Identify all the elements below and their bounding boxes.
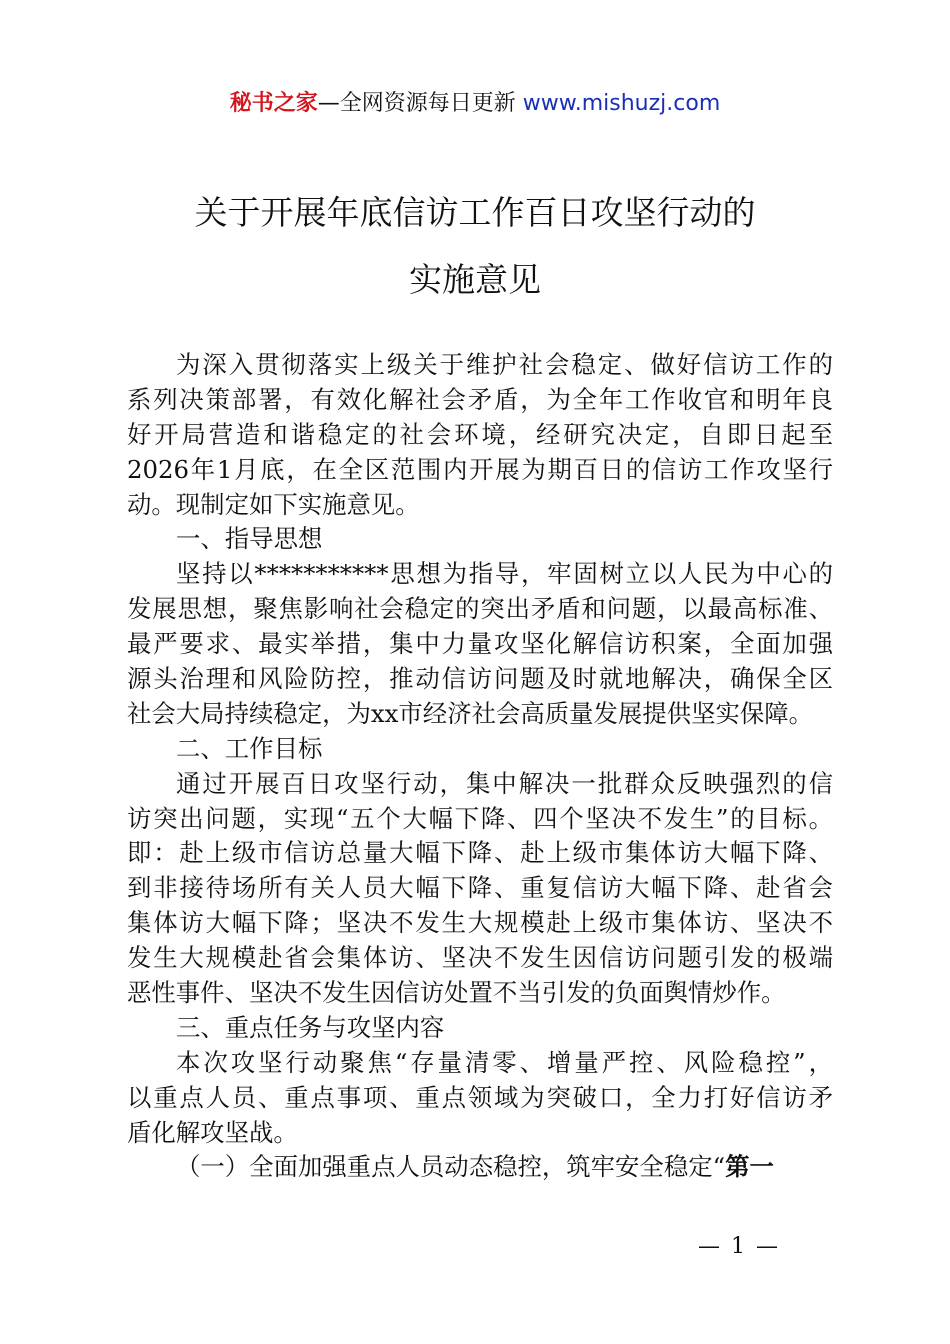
section-heading: 一、指导思想 — [176, 524, 323, 554]
site-header — [0, 88, 950, 120]
body-line: 通过开展百日攻坚行动，集中解决一批群众反映强烈的信 — [176, 768, 833, 798]
document-title-line-1: 关于开展年底信访工作百日攻坚行动的 — [194, 193, 756, 232]
body-line: 访突出问题，实现“五个大幅下降、四个坚决不发生”的目标。 — [127, 803, 833, 833]
body-line: 动。现制定如下实施意见。 — [127, 489, 420, 519]
body-line: 2026年1月底，在全区范围内开展为期百日的信访工作攻坚行 — [127, 454, 833, 484]
body-line: 源头治理和风险防控，推动信访问题及时就地解决，确保全区 — [127, 664, 833, 694]
body-line: 即：赴上级市信访总量大幅下降、赴上级市集体访大幅下降、 — [127, 838, 833, 868]
body-line: 本次攻坚行动聚焦“存量清零、增量严控、风险稳控”， — [176, 1047, 833, 1077]
subsection-heading — [127, 1150, 833, 1185]
body-line: 为深入贯彻落实上级关于维护社会稳定、做好信访工作的 — [176, 350, 833, 379]
body-line: 社会大局持续稳定，为xx市经济社会高质量发展提供坚实保障。 — [127, 698, 814, 728]
site-url[interactable]: www.mishuzj.com — [522, 91, 721, 116]
section-heading: 二、工作目标 — [176, 733, 323, 763]
body-line: 坚持以***********思想为指导，牢固树立以人民为中心的 — [176, 559, 833, 589]
body-line: 以重点人员、重点事项、重点领域为突破口，全力打好信访矛 — [127, 1082, 833, 1112]
subsection-heading-bold: 第一 — [725, 1152, 774, 1182]
brand-name: 秘书之家 — [229, 91, 318, 116]
body-line: 盾化解攻坚战。 — [127, 1117, 298, 1147]
body-line: 系列决策部署，有效化解社会矛盾，为全年工作收官和明年良 — [127, 384, 833, 414]
page-number: — 1 — — [698, 1234, 780, 1259]
body-line: 到非接待场所有关人员大幅下降、重复信访大幅下降、赴省会 — [127, 873, 833, 903]
body-line: 好开局营造和谐稳定的社会环境，经研究决定，自即日起至 — [127, 419, 833, 449]
body-line: 恶性事件、坚决不发生因信访处置不当引发的负面舆情炒作。 — [127, 978, 786, 1008]
body-line: 集体访大幅下降；坚决不发生大规模赴上级市集体访、坚决不 — [127, 908, 833, 938]
header-tagline: —全网资源每日更新 — [317, 91, 523, 116]
section-heading: 三、重点任务与攻坚内容 — [176, 1012, 445, 1042]
subsection-heading-text: （一）全面加强重点人员动态稳控，筑牢安全稳定“ — [176, 1152, 726, 1182]
body-line: 发生大规模赴省会集体访、坚决不发生因信访问题引发的极端 — [127, 943, 833, 973]
document-title-line-2: 实施意见 — [409, 260, 541, 299]
body-line: 最严要求、最实举措，集中力量攻坚化解信访积案，全面加强 — [127, 629, 833, 659]
body-line: 发展思想，聚焦影响社会稳定的突出矛盾和问题，以最高标准、 — [127, 594, 833, 624]
document-body — [127, 348, 833, 1185]
